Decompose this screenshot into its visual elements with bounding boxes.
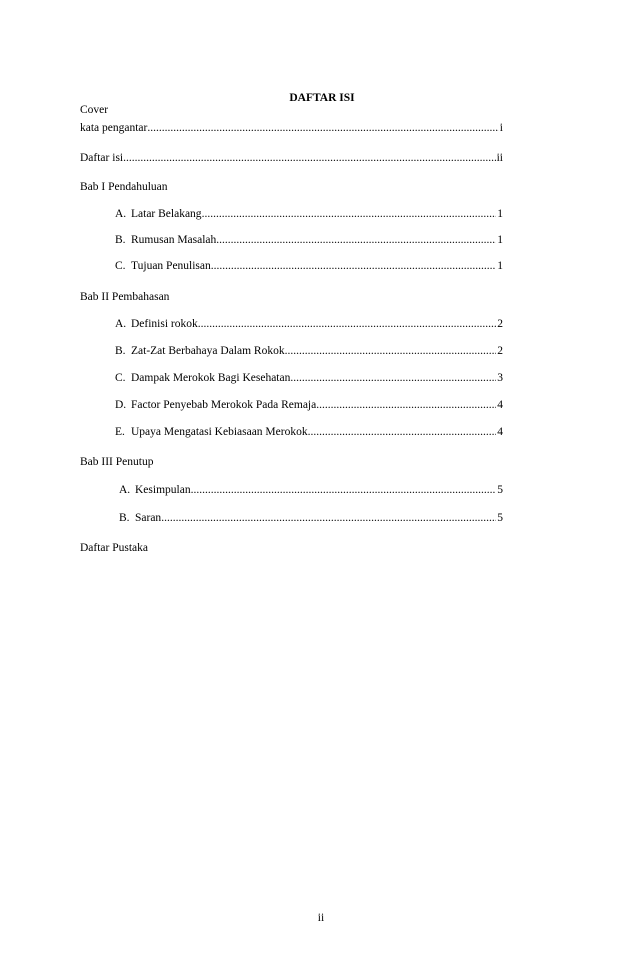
dot-leader (308, 425, 497, 439)
title-text: DAFTAR ISI (289, 92, 355, 104)
entry-label: Daftar isi (80, 152, 124, 164)
dot-leader (290, 371, 496, 385)
entry-label: Tujuan Penulisan (131, 260, 211, 272)
dot-leader (316, 398, 496, 412)
bab2-heading[interactable]: Bab II Pembahasan (80, 291, 170, 303)
dot-leader (198, 317, 496, 331)
toc-entry-saran[interactable] (119, 511, 503, 525)
toc-entry-kata-pengantar[interactable] (80, 121, 503, 135)
entry-label: Definisi rokok (131, 318, 198, 330)
entry-label: Rumusan Masalah (131, 234, 217, 246)
entry-letter: C. (115, 372, 126, 384)
toc-entry-latar-belakang[interactable] (115, 207, 503, 221)
entry-label: Upaya Mengatasi Kebiasaan Merokok (131, 426, 308, 438)
dot-leader (147, 121, 498, 135)
entry-letter: B. (119, 512, 130, 524)
page-number (0, 912, 638, 924)
entry-page: 5 (497, 484, 503, 496)
entry-label: Latar Belakang (131, 208, 202, 220)
dot-leader (202, 207, 497, 221)
entry-page: 4 (497, 426, 503, 438)
entry-label: kata pengantar (80, 122, 148, 134)
entry-label: Dampak Merokok Bagi Kesehatan (131, 372, 291, 384)
entry-label: Zat-Zat Berbahaya Dalam Rokok (131, 345, 285, 357)
daftar-pustaka-heading[interactable]: Daftar Pustaka (80, 542, 149, 554)
entry-letter: C. (115, 260, 126, 272)
toc-entry-factor-penyebab[interactable] (115, 398, 503, 412)
toc-entry-dampak-merokok[interactable] (115, 371, 503, 385)
bab3-heading[interactable]: Bab III Penutup (80, 456, 154, 468)
entry-label: Factor Penyebab Merokok Pada Remaja (131, 399, 317, 411)
entry-letter: D. (115, 399, 127, 411)
entry-letter: E. (115, 426, 125, 438)
entry-letter: B. (115, 345, 126, 357)
entry-letter: B. (115, 234, 126, 246)
toc-entry-tujuan-penulisan[interactable] (115, 259, 503, 273)
entry-page: 2 (497, 345, 503, 357)
entry-page: i (499, 122, 503, 134)
entry-label: Saran (135, 512, 162, 524)
entry-page: 1 (497, 234, 503, 246)
dot-leader (191, 483, 497, 497)
toc-entry-definisi-rokok[interactable] (115, 317, 503, 331)
entry-page: 2 (497, 318, 503, 330)
entry-page: 1 (497, 260, 503, 272)
entry-letter: A. (115, 318, 127, 330)
dot-leader (216, 233, 496, 247)
entry-label: Kesimpulan (135, 484, 191, 496)
entry-letter: A. (119, 484, 131, 496)
entry-page: 3 (497, 372, 503, 384)
toc-entry-zat-zat-berbahaya[interactable] (115, 344, 503, 358)
bab1-heading[interactable]: Bab I Pendahuluan (80, 181, 168, 193)
entry-page: 1 (497, 208, 503, 220)
dot-leader (285, 344, 497, 358)
dot-leader (161, 511, 496, 525)
dot-leader (211, 259, 496, 273)
toc-entry-upaya-mengatasi[interactable] (115, 425, 503, 439)
page-number-text: ii (317, 912, 325, 924)
toc-entry-kesimpulan[interactable] (119, 483, 503, 497)
entry-letter: A. (115, 208, 127, 220)
toc-entry-rumusan-masalah[interactable] (115, 233, 503, 247)
dot-leader (123, 151, 496, 165)
toc-entry-daftar-isi[interactable] (80, 151, 503, 165)
entry-page: ii (496, 152, 503, 164)
entry-page: 4 (497, 399, 503, 411)
cover-label: Cover (80, 104, 109, 116)
entry-page: 5 (497, 512, 503, 524)
